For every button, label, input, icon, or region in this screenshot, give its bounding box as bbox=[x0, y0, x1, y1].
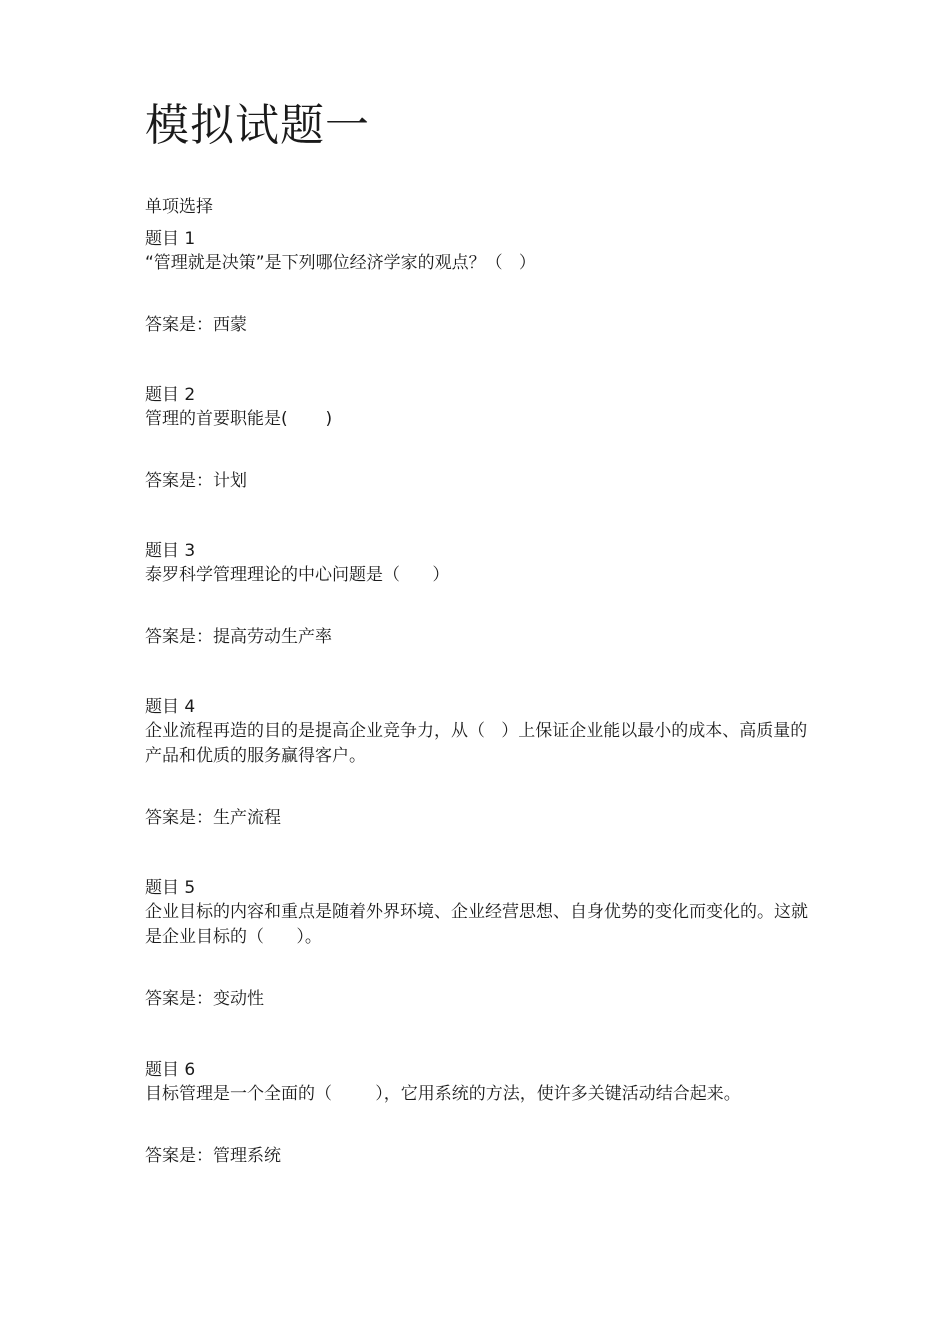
question-heading: 题目 5 bbox=[145, 878, 196, 898]
question-answer: 答案是：计划 bbox=[145, 471, 247, 491]
question-text: 企业流程再造的目的是提高企业竞争力，从（ ）上保证企业能以最小的成本、高质量的产品和优质的服务赢得客户。 bbox=[145, 721, 808, 766]
question-text: 管理的首要职能是( ) bbox=[145, 409, 333, 429]
question-answer: 答案是：提高劳动生产率 bbox=[145, 627, 332, 647]
question-4 bbox=[145, 695, 815, 830]
question-3 bbox=[145, 539, 815, 649]
page-title: 模拟试题一 bbox=[145, 100, 370, 151]
question-answer: 答案是：变动性 bbox=[145, 989, 264, 1009]
question-answer: 答案是：生产流程 bbox=[145, 808, 281, 828]
question-heading: 题目 6 bbox=[145, 1060, 196, 1080]
question-6 bbox=[145, 1058, 815, 1168]
question-5 bbox=[145, 876, 815, 1011]
question-answer: 答案是：管理系统 bbox=[145, 1146, 281, 1166]
question-text: 目标管理是一个全面的（ ），它用系统的方法，使许多关键活动结合起来。 bbox=[145, 1084, 741, 1104]
question-heading: 题目 4 bbox=[145, 697, 196, 717]
question-heading: 题目 3 bbox=[145, 541, 196, 561]
question-2 bbox=[145, 383, 815, 493]
question-text: 企业目标的内容和重点是随着外界环境、企业经营思想、自身优势的变化而变化的。这就是企业目标的（ ）。 bbox=[145, 902, 808, 947]
question-heading: 题目 2 bbox=[145, 385, 196, 405]
question-text: 泰罗科学管理理论的中心问题是（ ） bbox=[145, 565, 450, 585]
question-answer: 答案是：西蒙 bbox=[145, 315, 247, 335]
section-heading: 单项选择 bbox=[145, 197, 213, 217]
question-heading: 题目 1 bbox=[145, 229, 196, 249]
question-text: “管理就是决策”是下列哪位经济学家的观点？（ ） bbox=[145, 253, 536, 273]
question-1 bbox=[145, 227, 815, 337]
